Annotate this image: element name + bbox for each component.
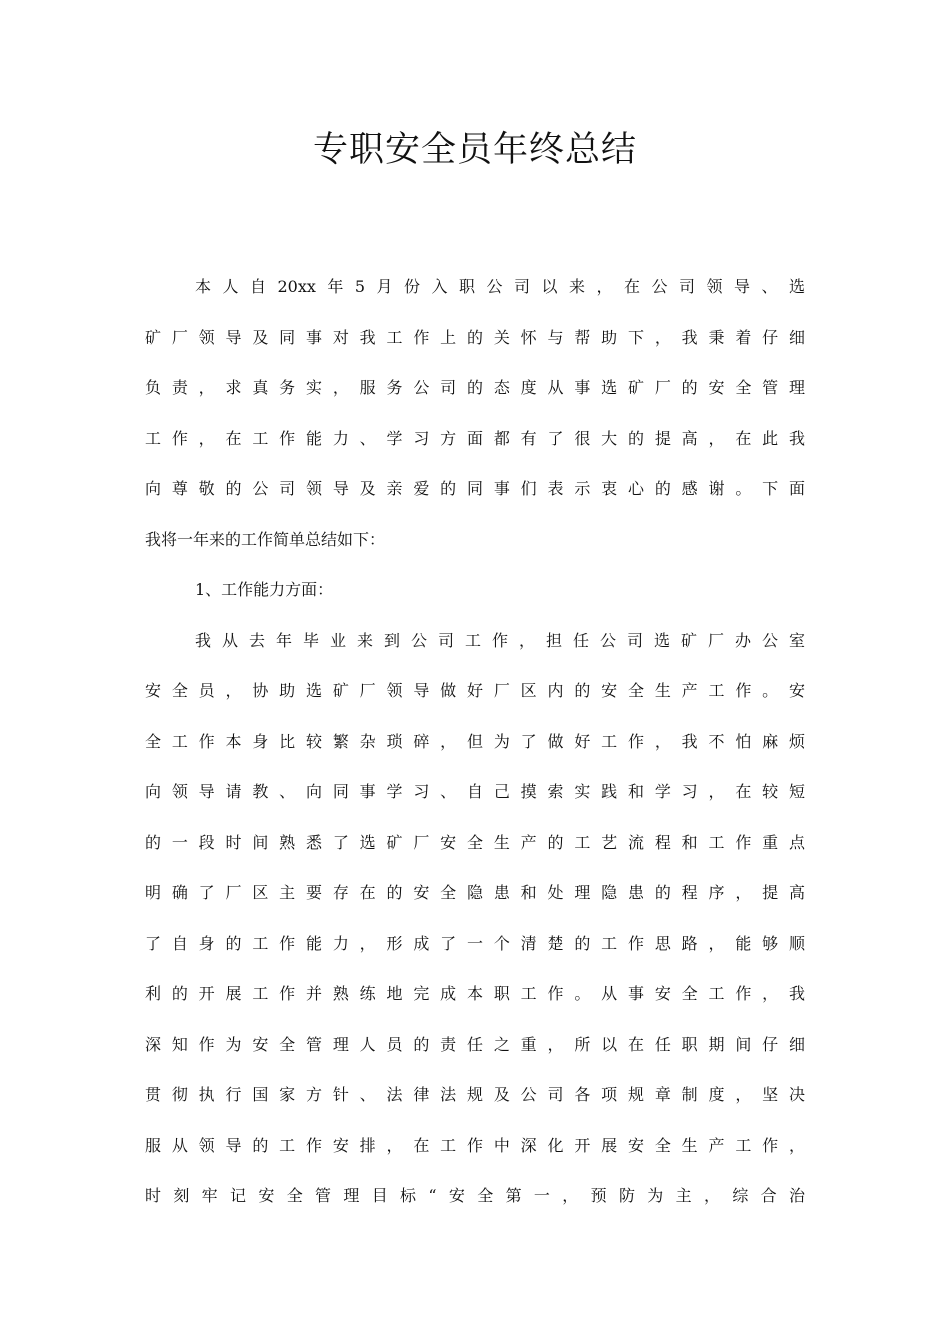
text-line: 向领导请教、向同事学习、自己摸索实践和学习，在较短	[145, 782, 805, 801]
text-line: 工作，在工作能力、学习方面都有了很大的提高，在此我	[145, 428, 805, 448]
text-line: 的一段时间熟悉了选矿厂安全生产的工艺流程和工作重点	[145, 832, 805, 852]
text-line: 本人自20xx年5月份入职公司以来，在公司领导、选	[195, 277, 805, 296]
text-line: 明确了厂区主要存在的安全隐患和处理隐患的程序，提高	[145, 883, 805, 902]
text-line: 利的开展工作并熟练地完成本职工作。从事安全工作，我	[145, 984, 805, 1003]
text-line: 深知作为安全管理人员的责任之重，所以在任职期间仔细	[145, 1034, 805, 1054]
text-line: 全工作本身比较繁杂琐碎，但为了做好工作，我不怕麻烦	[145, 731, 805, 751]
section-heading-text: 1、工作能力方面：	[195, 580, 334, 599]
text-line: 矿厂领导及同事对我工作上的关怀与帮助下，我秉着仔细	[145, 327, 805, 347]
text-line: 向尊敬的公司领导及亲爱的同事们表示衷心的感谢。下面	[145, 479, 805, 498]
document-title: 专职安全员年终总结	[312, 130, 637, 170]
text-line: 负责，求真务实，服务公司的态度从事选矿厂的安全管理	[145, 378, 805, 397]
text-line: 我从去年毕业来到公司工作，担任公司选矿厂办公室	[195, 630, 805, 650]
section-heading	[145, 577, 805, 628]
text-line: 服从领导的工作安排，在工作中深化开展安全生产工作，	[145, 1135, 805, 1155]
text-line: 贯彻执行国家方针、法律法规及公司各项规章制度，坚决	[145, 1085, 805, 1104]
document-body	[145, 274, 805, 1234]
text-line: 了自身的工作能力，形成了一个清楚的工作思路，能够顺	[145, 933, 805, 953]
text-line: 时刻牢记安全管理目标“安全第一，预防为主，综合治	[145, 1186, 805, 1205]
text-line: 我将一年来的工作简单总结如下：	[145, 529, 386, 549]
text-line: 安全员，协助选矿厂领导做好厂区内的安全生产工作。安	[145, 681, 805, 700]
paragraph-intro	[145, 274, 805, 577]
paragraph-work-ability	[145, 628, 805, 1234]
